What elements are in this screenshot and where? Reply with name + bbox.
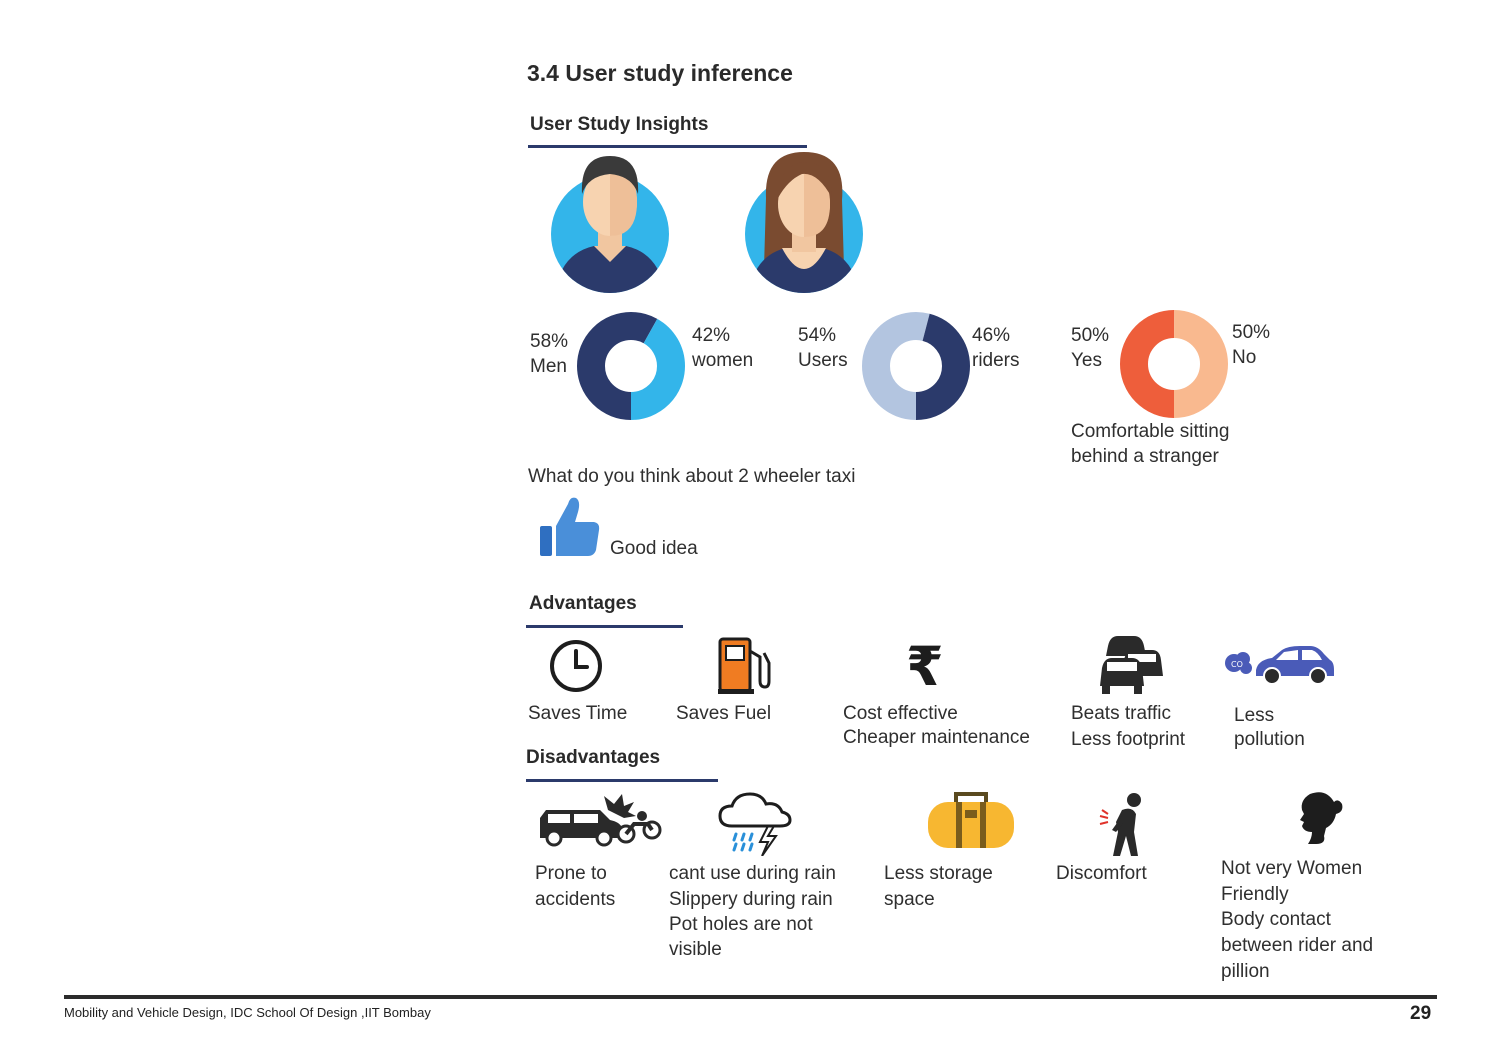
advantages-underline — [526, 625, 683, 628]
disadvantage-label: space — [884, 889, 935, 910]
advantage-label: Cost effective — [843, 703, 958, 724]
survey-question: What do you think about 2 wheeler taxi — [528, 466, 856, 487]
riders-percentage: 46% — [972, 325, 1011, 346]
page-number: 29 — [1410, 1003, 1432, 1024]
survey-answer: Good idea — [610, 538, 698, 559]
advantage-label: pollution — [1234, 729, 1305, 750]
man-avatar-icon — [550, 150, 670, 295]
disadvantage-label: Friendly — [1221, 884, 1289, 905]
thumbs-up-icon — [538, 496, 602, 558]
men-percentage: 58% — [530, 331, 569, 352]
disadvantages-title: Disadvantages — [526, 747, 661, 768]
disadvantage-label: Discomfort — [1056, 863, 1147, 884]
yes-label: Yes — [1071, 350, 1102, 371]
yes-percentage: 50% — [1071, 325, 1110, 346]
crash-icon — [538, 794, 662, 848]
advantage-label: Less footprint — [1071, 729, 1186, 750]
traffic-icon — [1100, 634, 1164, 696]
users-percentage: 54% — [798, 325, 837, 346]
women-percentage: 42% — [692, 325, 731, 346]
disadvantage-label: between rider and — [1221, 935, 1374, 956]
women-label: women — [692, 350, 754, 371]
insights-title: User Study Insights — [530, 114, 709, 135]
comfort-caption-line2: behind a stranger — [1071, 446, 1219, 467]
advantage-label: Cheaper maintenance — [843, 727, 1030, 748]
advantages-title: Advantages — [529, 593, 637, 614]
men-label: Men — [530, 356, 567, 377]
disadvantages-underline — [526, 779, 718, 782]
page-title: 3.4 User study inference — [527, 60, 793, 86]
woman-profile-icon — [1290, 788, 1344, 846]
comfort-donut-chart — [1120, 310, 1228, 418]
insights-underline — [528, 145, 807, 148]
clock-icon — [548, 638, 604, 694]
svg-text:CO: CO — [1231, 660, 1243, 669]
woman-avatar-icon — [744, 150, 864, 295]
duffel-bag-icon — [926, 790, 1016, 850]
gender-donut-chart — [577, 312, 685, 420]
footer-rule — [64, 995, 1437, 999]
users-label: Users — [798, 350, 848, 371]
comfort-caption-line1: Comfortable sitting — [1071, 421, 1230, 442]
disadvantage-label: pillion — [1221, 961, 1270, 982]
no-label: No — [1232, 347, 1257, 368]
usage-donut-chart — [862, 312, 970, 420]
back-pain-icon — [1098, 792, 1146, 858]
disadvantage-label: visible — [669, 939, 722, 960]
advantage-label: Beats traffic — [1071, 703, 1171, 724]
disadvantage-label: Not very Women — [1221, 858, 1363, 879]
disadvantage-label: Less storage — [884, 863, 993, 884]
disadvantage-label: cant use during rain — [669, 863, 836, 884]
car-co2-icon — [1222, 644, 1338, 686]
disadvantage-label: Body contact — [1221, 909, 1331, 930]
comfort-donut-segments — [1134, 324, 1214, 404]
no-percentage: 50% — [1232, 322, 1271, 343]
rain-cloud-icon — [718, 792, 792, 856]
disadvantage-label: Slippery during rain — [669, 889, 833, 910]
disadvantage-label: Pot holes are not — [669, 914, 813, 935]
footer-text: Mobility and Vehicle Design, IDC School Of Design ,IIT Bombay — [64, 1005, 431, 1020]
disadvantage-label: accidents — [535, 889, 616, 910]
fuel-pump-icon — [718, 637, 772, 695]
advantage-label: Saves Time — [528, 703, 628, 724]
disadvantage-label: Prone to — [535, 863, 607, 884]
gender-donut-segments — [591, 326, 671, 406]
advantage-label: Saves Fuel — [676, 703, 772, 724]
riders-label: riders — [972, 350, 1020, 371]
rupee-icon: ₹ — [906, 637, 944, 697]
advantage-label: Less — [1234, 705, 1275, 726]
usage-donut-segments — [876, 326, 956, 406]
